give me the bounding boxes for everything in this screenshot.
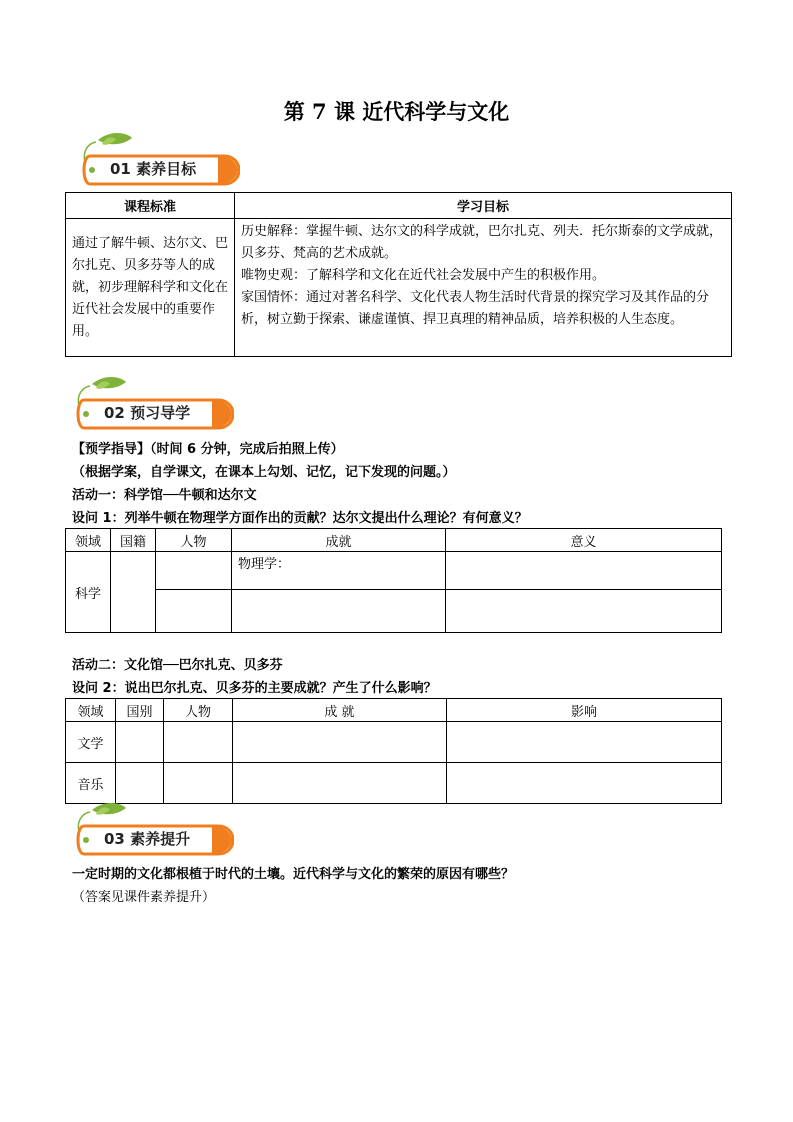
preview-guide bbox=[72, 438, 344, 457]
person-cell[interactable] bbox=[164, 722, 233, 763]
section-badge-02 bbox=[72, 374, 234, 422]
country-cell[interactable] bbox=[116, 722, 164, 763]
activity-2: 活动二：文化馆──巴尔扎克、贝多芬 bbox=[72, 658, 283, 673]
section-number: 01 bbox=[110, 160, 131, 178]
science-table bbox=[65, 528, 722, 633]
guide-note: （根据学案，自学课文，在课本上勾划、记忆，记下发现的问题。） bbox=[72, 465, 456, 480]
influence-cell[interactable] bbox=[447, 722, 722, 763]
col-person: 人物 bbox=[164, 699, 233, 722]
country-cell[interactable] bbox=[116, 763, 164, 804]
objective-patriotism: 家国情怀：通过对著名科学、文化代表人物生活时代背景的探究学习及其作品的分析，树立勤于探索、谦虚谨慎、捍卫真理的精神品质，培养积极的人生态度。 bbox=[241, 290, 710, 327]
section-number: 03 bbox=[104, 830, 125, 848]
question-1: 设问 1：列举牛顿在物理学方面作出的贡献？达尔文提出什么理论？有何意义？ bbox=[72, 511, 528, 526]
col-achievement: 成 就 bbox=[233, 699, 447, 722]
question-2: 设问 2：说出巴尔扎克、贝多芬的主要成就？产生了什么影响？ bbox=[72, 681, 437, 696]
person-cell[interactable] bbox=[156, 590, 232, 633]
col-achievement: 成就 bbox=[232, 529, 446, 552]
objective-materialism: 唯物史观：了解科学和文化在近代社会发展中产生的积极作用。 bbox=[241, 268, 606, 283]
nationality-cell[interactable] bbox=[111, 552, 156, 633]
objectives-cell bbox=[235, 219, 732, 357]
col-nationality: 国籍 bbox=[111, 529, 156, 552]
person-cell[interactable] bbox=[164, 763, 233, 804]
section-name: 预习导学 bbox=[130, 404, 191, 422]
standard-cell: 通过了解牛顿、达尔文、巴尔扎克、贝多芬等人的成就，初步理解科学和文化在近代社会发展中的重要作用。 bbox=[66, 219, 235, 357]
physics-cell[interactable]: 物理学： bbox=[232, 552, 446, 590]
achievement-cell[interactable] bbox=[233, 763, 447, 804]
guide-time: （时间 6 分钟，完成后拍照上传） bbox=[150, 442, 344, 457]
field-science: 科学 bbox=[66, 552, 111, 633]
col-country: 国别 bbox=[116, 699, 164, 722]
goals-table bbox=[65, 192, 732, 357]
page-title: 第 7 课 近代科学与文化 bbox=[283, 99, 510, 124]
section-badge-03 bbox=[72, 800, 234, 848]
achievement-cell[interactable] bbox=[232, 590, 446, 633]
section-badge-01 bbox=[78, 130, 240, 178]
objective-history: 历史解释：掌握牛顿、达尔文的科学成就，巴尔扎克、列夫．托尔斯泰的文学成就，贝多芬、梵高的艺术成就。 bbox=[241, 224, 723, 261]
col-significance: 意义 bbox=[446, 529, 722, 552]
section-number: 02 bbox=[104, 404, 125, 422]
col-person: 人物 bbox=[156, 529, 232, 552]
col-field: 领域 bbox=[66, 529, 111, 552]
col-field: 领域 bbox=[66, 699, 116, 722]
header-standard: 课程标准 bbox=[66, 193, 235, 219]
influence-cell[interactable] bbox=[447, 763, 722, 804]
field-literature: 文学 bbox=[66, 722, 116, 763]
section-name: 素养提升 bbox=[130, 830, 191, 848]
section-name: 素养目标 bbox=[136, 160, 197, 178]
significance-cell[interactable] bbox=[446, 590, 722, 633]
field-music: 音乐 bbox=[66, 763, 116, 804]
activity-1: 活动一：科学馆──牛顿和达尔文 bbox=[72, 488, 257, 503]
header-objectives: 学习目标 bbox=[235, 193, 732, 219]
person-cell[interactable] bbox=[156, 552, 232, 590]
culture-table bbox=[65, 698, 722, 804]
col-influence: 影响 bbox=[447, 699, 722, 722]
guide-heading: 【预学指导】 bbox=[72, 442, 151, 457]
improve-note: （答案见课件素养提升） bbox=[72, 890, 216, 905]
improve-question: 一定时期的文化都根植于时代的土壤。近代科学与文化的繁荣的原因有哪些？ bbox=[72, 867, 515, 882]
significance-cell[interactable] bbox=[446, 552, 722, 590]
achievement-cell[interactable] bbox=[233, 722, 447, 763]
